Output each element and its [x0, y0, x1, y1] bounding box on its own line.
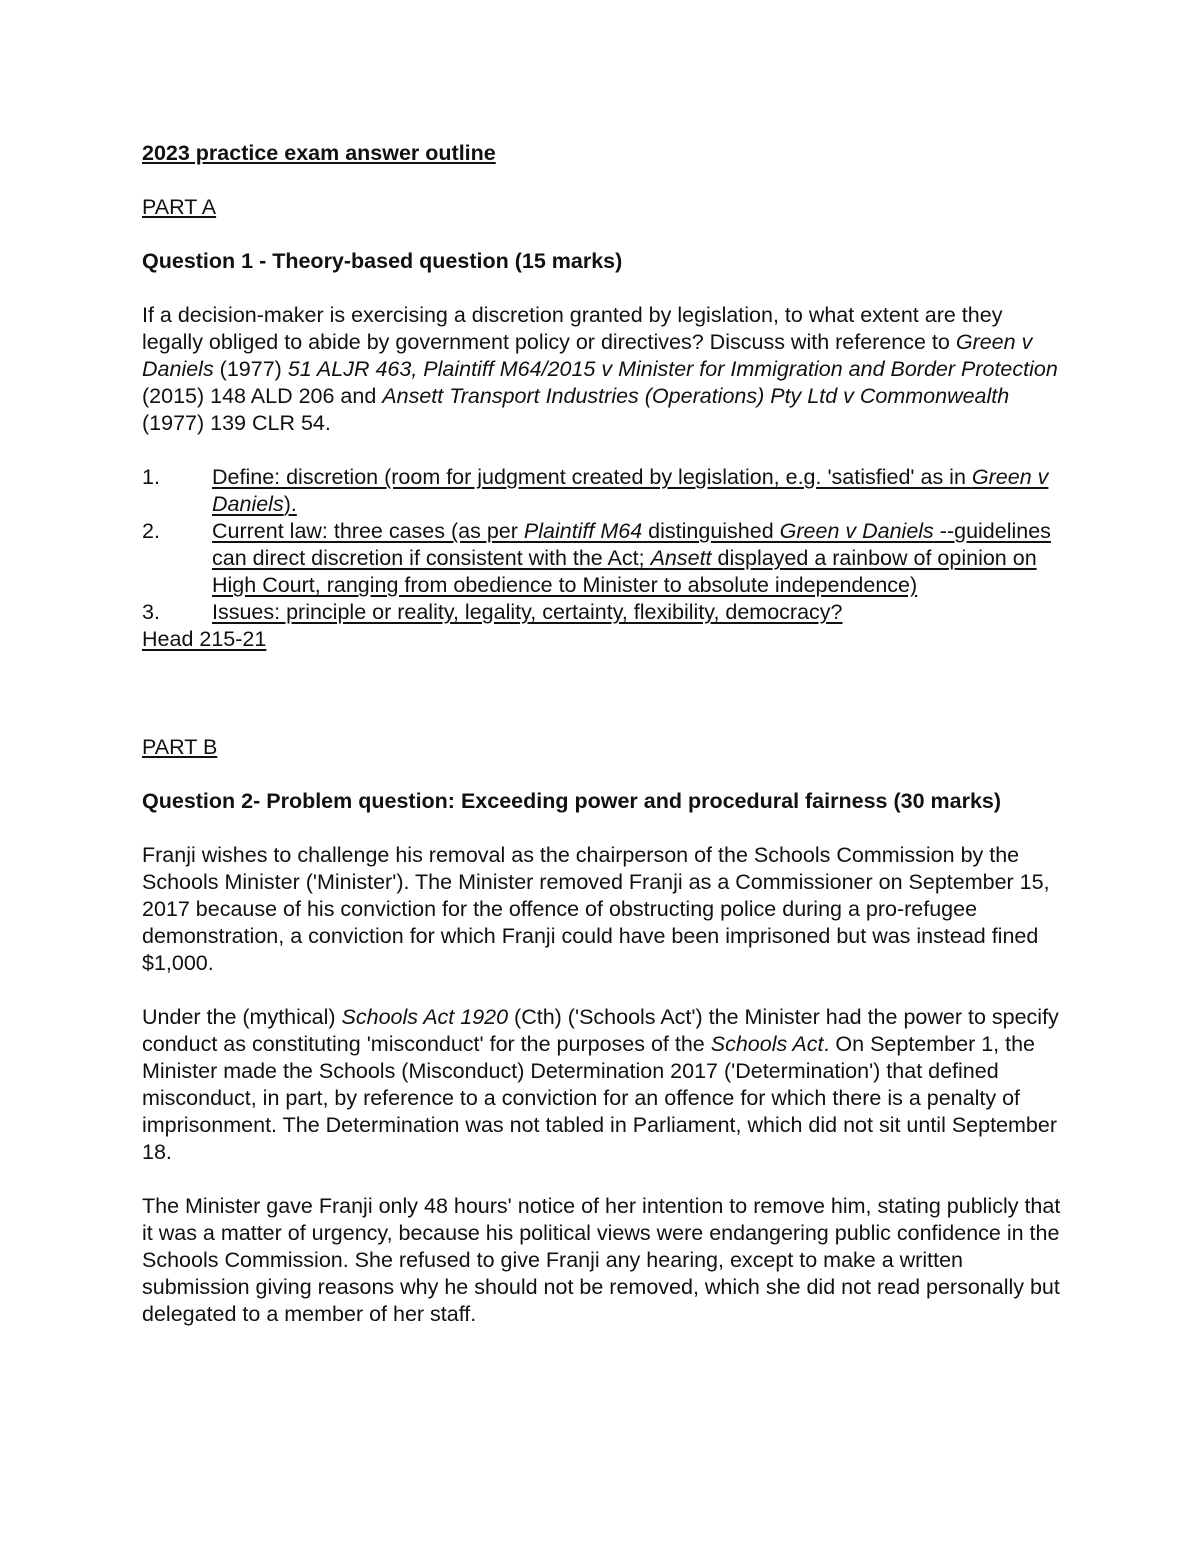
text-run: Current law: three cases (as per — [212, 519, 524, 543]
question-1-text — [142, 302, 1062, 437]
outline-item-text — [212, 519, 1051, 597]
outline-item-text — [212, 600, 843, 624]
text-run: Franji wishes to challenge his removal as the chairperson of the Schools Commission by the Schools Minister ('Minister'). The Minister removed Franji as a Commissioner on September 15, 2017 because of his conviction for the offence of obstructing police during a pro-refugee demonstration, a conviction for which Franji could have been imprisoned but was instead fined $1,000. — [142, 843, 1050, 975]
outline-item-1 — [142, 464, 1062, 518]
text-run: (1977) 139 CLR 54. — [142, 411, 331, 435]
text-run: The Minister gave Franji only 48 hours' notice of her intention to remove him, stating publicly that it was a matter of urgency, because his political views were endangering public confidence in the Schools Commission. She refused to give Franji any hearing, except to make a written submission giving reasons why he should not be removed, which she did not read personally but delegated to a member of her staff. — [142, 1194, 1061, 1326]
italic-text: Green v Daniels — [779, 519, 934, 543]
answer-outline-list — [142, 464, 1062, 626]
question-1-heading: Question 1 - Theory-based question (15 marks) — [142, 249, 623, 273]
text-run: (1977) — [213, 357, 288, 381]
text-run: displayed a rainbow of opinion on High Court, ranging from obedience to Minister to absolute independence) — [212, 546, 1037, 597]
question-2-paragraph-2 — [142, 1004, 1062, 1166]
head-reference: Head 215-21 — [142, 627, 267, 651]
document-title: 2023 practice exam answer outline — [142, 141, 496, 165]
italic-text: Schools Act 1920 — [341, 1005, 509, 1029]
outline-item-number: 2. — [142, 519, 160, 543]
question-2-paragraph-3 — [142, 1193, 1062, 1328]
text-run: ). — [283, 492, 297, 516]
italic-text: 51 ALJR 463, Plaintiff M64/2015 v Minister for Immigration and Border Protection — [287, 357, 1058, 381]
text-run: . On September 1, the Minister made the Schools (Misconduct) Determination 2017 ('Determination') that defined misconduct, in part, by reference to a conviction for an offence for which there is a penalty of imprisonment. The Determination was not tabled in Parliament, which did not sit until September 18. — [142, 1032, 1057, 1164]
italic-text: Green v Daniels — [212, 465, 1049, 516]
text-run: distinguished — [642, 519, 780, 543]
part-b-heading: PART B — [142, 735, 218, 759]
italic-text: Green v Daniels — [142, 330, 1033, 381]
italic-text: Plaintiff M64 — [523, 519, 643, 543]
text-run: --guidelines can direct discretion if consistent with the Act; — [212, 519, 1051, 570]
text-run: Define: discretion (room for judgment created by legislation, e.g. 'satisfied' as in — [212, 465, 972, 489]
outline-item-2 — [142, 518, 1062, 599]
part-a-heading: PART A — [142, 195, 217, 219]
outline-item-3 — [142, 599, 1062, 626]
text-run: Issues: principle or reality, legality, certainty, flexibility, democracy? — [212, 600, 843, 624]
outline-item-text — [212, 465, 1048, 516]
document-body — [142, 140, 1062, 1328]
italic-text: Ansett Transport Industries (Operations) Pty Ltd v Commonwealth — [382, 384, 1010, 408]
text-run: (2015) 148 ALD 206 and — [142, 384, 383, 408]
question-2-paragraph-1 — [142, 842, 1062, 977]
italic-text: Schools Act — [710, 1032, 824, 1056]
italic-text: Ansett — [650, 546, 712, 570]
text-run: (Cth) ('Schools Act') the Minister had the power to specify conduct as constituting 'misconduct' for the purposes of the — [142, 1005, 1059, 1056]
outline-item-number: 3. — [142, 600, 160, 624]
text-run: If a decision-maker is exercising a discretion granted by legislation, to what extent are they legally obliged to abide by government policy or directives? Discuss with reference to — [142, 303, 1003, 354]
text-run: Under the (mythical) — [142, 1005, 342, 1029]
question-2-heading: Question 2- Problem question: Exceeding power and procedural fairness (30 marks) — [142, 789, 1002, 813]
outline-item-number: 1. — [142, 465, 160, 489]
